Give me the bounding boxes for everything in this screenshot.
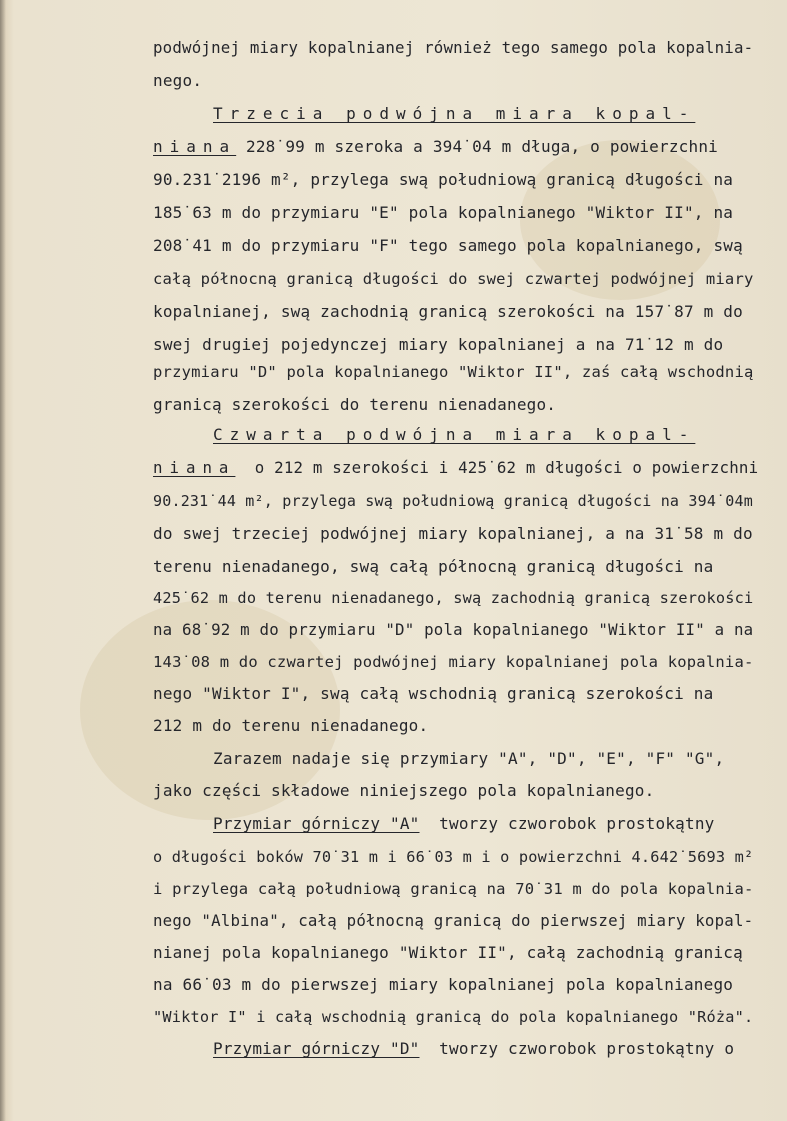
text-line: swej drugiej pojedynczej miary kopalnianej a na 71˙12 m do [153,335,724,354]
text-line: Zarazem nadaje się przymiary "A", "D", "E", "F" "G", [213,749,725,768]
text-line: 208˙41 m do przymiaru "F" tego samego pola kopalnianego, swą [153,236,743,255]
text-line-rest: o 212 m szerokości i 425˙62 m długości o powierzchni [235,458,759,477]
text-line: granicą szerokości do terenu nienadanego. [153,395,557,414]
section-heading-continuation: niana [153,458,236,477]
text-line: 90.231˙2196 m², przylega swą południową granicą długości na [153,170,734,189]
text-line: 90.231˙44 m², przylega swą południową granicą długości na 394˙04m [153,492,753,510]
text-line: podwójnej miary kopalnianej również tego samego pola kopalnia- [153,38,754,57]
text-line: nego. [153,71,203,90]
text-line: 143˙08 m do czwartej podwójnej miary kopalnianej pola kopalnia- [153,653,754,671]
text-line-rest: tworzy czworobok prostokątny [419,814,715,833]
text-line: nego "Albina", całą północną granicą do pierwszej miary kopal- [153,911,754,930]
text-line [153,458,758,478]
section-heading: Przymiar górniczy "A" [213,814,420,833]
text-line: nianej pola kopalnianego "Wiktor II", całą zachodnią granicą [153,943,743,962]
text-line: na 66˙03 m do pierwszej miary kopalnianej pola kopalnianego [153,975,734,994]
page-edge-shadow [0,0,6,1121]
text-line-rest: 228˙99 m szeroka a 394˙04 m długa, o powierzchni [236,137,718,156]
text-line: 425˙62 m do terenu nienadanego, swą zachodnią granicą szerokości [153,589,754,607]
section-heading: Trzecia podwójna miara kopal- [213,104,696,123]
text-line: 185˙63 m do przymiaru "E" pola kopalnianego "Wiktor II", na [153,203,734,222]
text-line [213,814,714,834]
section-heading-continuation: niana [153,137,237,156]
text-line: 212 m do terenu nienadanego. [153,716,429,735]
text-line: do swej trzeciej podwójnej miary kopalnianej, a na 31˙58 m do [153,524,753,543]
text-line [153,137,718,157]
section-heading: Czwarta podwójna miara kopal- [213,425,696,444]
text-line: i przylega całą południową granicą na 70˙31 m do pola kopalnia- [153,880,754,898]
text-line: "Wiktor I" i całą wschodnią granicą do pola kopalnianego "Róża". [153,1008,754,1026]
section-heading: Przymiar górniczy "D" [213,1039,420,1058]
text-line: jako części składowe niniejszego pola kopalnianego. [153,781,655,800]
text-line [213,1039,734,1059]
text-line: o długości boków 70˙31 m i 66˙03 m i o powierzchni 4.642˙5693 m² [153,848,754,866]
text-line: kopalnianej, swą zachodnią granicą szerokości na 157˙87 m do [153,302,743,321]
text-line: na 68˙92 m do przymiaru "D" pola kopalnianego "Wiktor II" a na [153,620,754,639]
text-line: całą północną granicą długości do swej czwartej podwójnej miary [153,270,754,288]
text-line: przymiaru "D" pola kopalnianego "Wiktor II", zaś całą wschodnią [153,363,754,381]
text-line-rest: tworzy czworobok prostokątny o [419,1039,735,1058]
text-line: terenu nienadanego, swą całą północną granicą długości na [153,557,714,576]
text-line: nego "Wiktor I", swą całą wschodnią granicą szerokości na [153,684,714,703]
